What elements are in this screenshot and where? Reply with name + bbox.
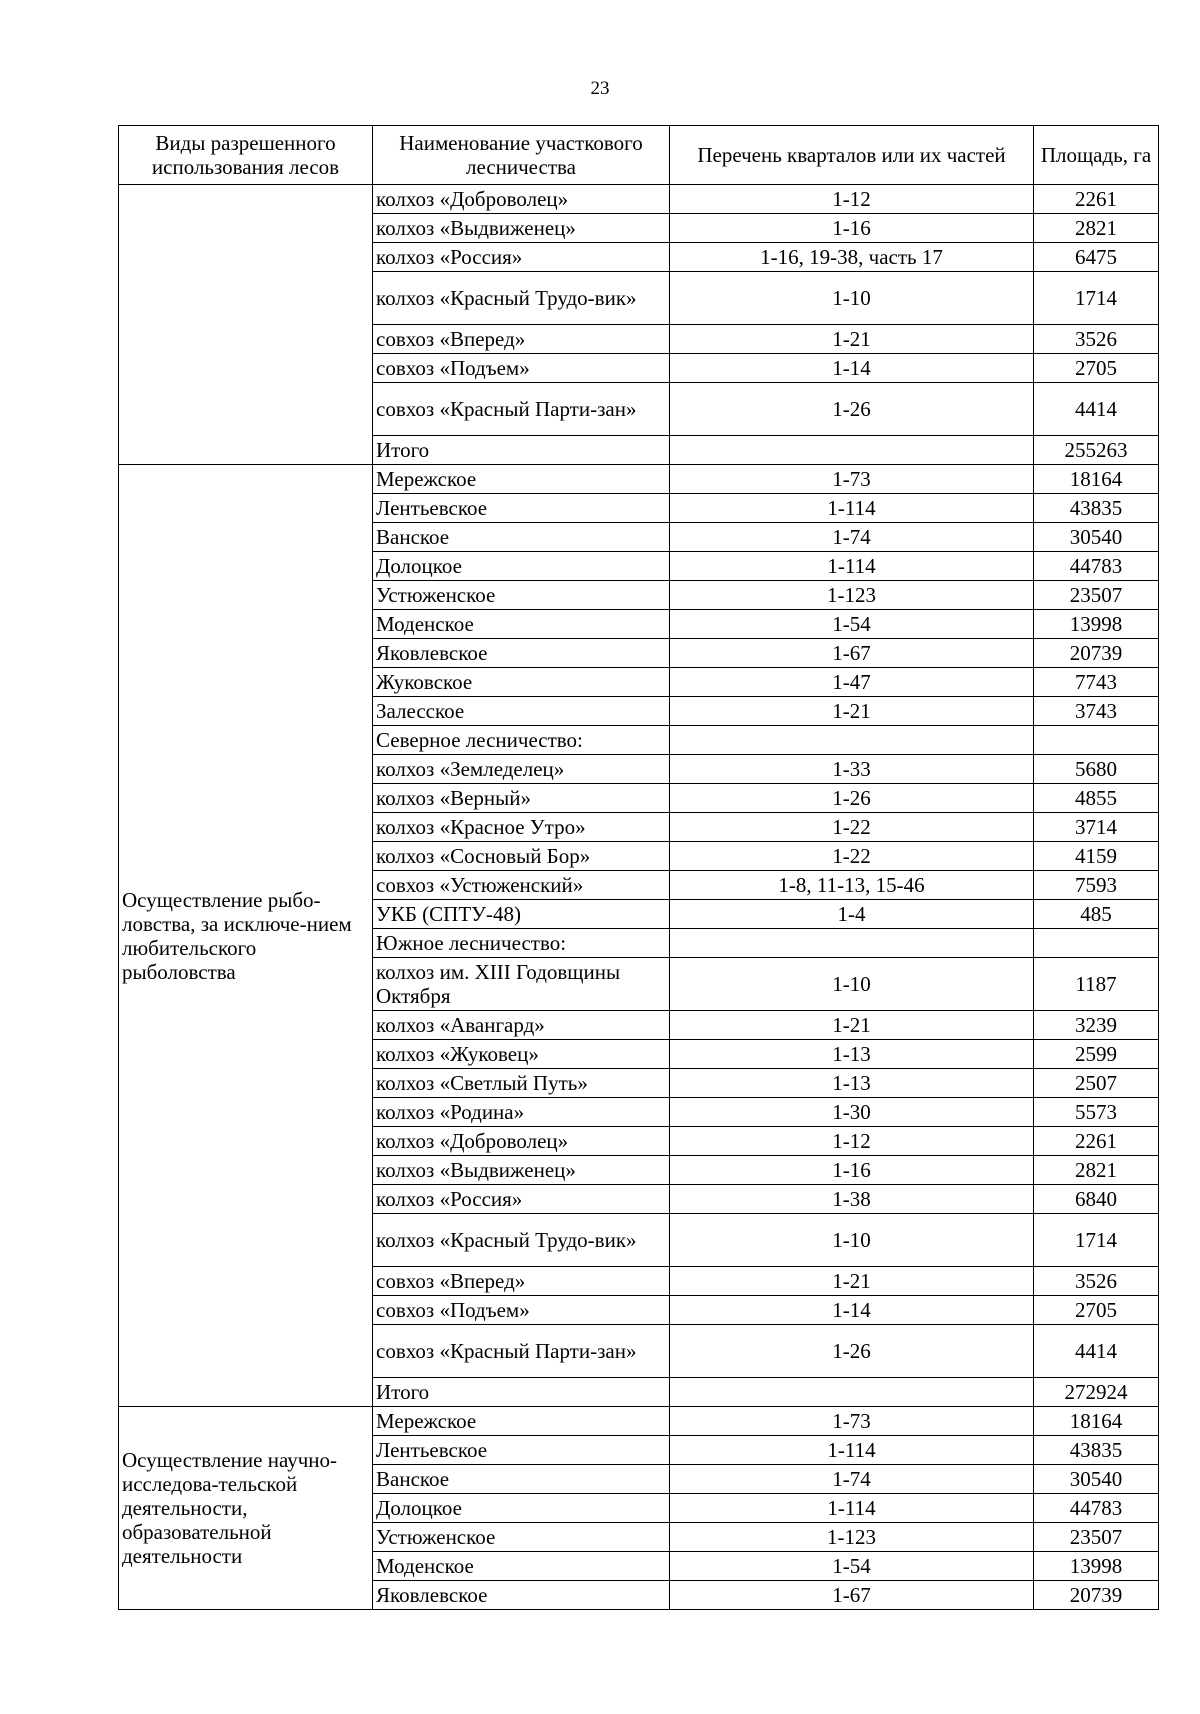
forestry-name-cell: колхоз «Красный Трудо-вик» — [373, 1214, 670, 1267]
area-cell: 43835 — [1034, 1436, 1159, 1465]
forestry-name-cell: колхоз им. XIII Годовщины Октября — [373, 958, 670, 1011]
quarters-cell: 1-30 — [670, 1098, 1034, 1127]
forestry-name-cell: колхоз «Родина» — [373, 1098, 670, 1127]
forestry-name-cell: Моденское — [373, 610, 670, 639]
quarters-cell: 1-16 — [670, 214, 1034, 243]
forestry-name-cell: колхоз «Верный» — [373, 784, 670, 813]
quarters-cell: 1-13 — [670, 1069, 1034, 1098]
area-cell: 4159 — [1034, 842, 1159, 871]
area-cell: 18164 — [1034, 465, 1159, 494]
forestry-name-cell: Мережское — [373, 1407, 670, 1436]
quarters-cell: 1-123 — [670, 581, 1034, 610]
use-kind-cell: Осуществление научно-исследова-тельской деятельности, образовательной деятельности — [119, 1407, 373, 1610]
area-cell: 6475 — [1034, 243, 1159, 272]
area-cell: 6840 — [1034, 1185, 1159, 1214]
forestry-name-cell: колхоз «Светлый Путь» — [373, 1069, 670, 1098]
quarters-cell — [670, 929, 1034, 958]
quarters-cell: 1-10 — [670, 1214, 1034, 1267]
area-cell: 30540 — [1034, 1465, 1159, 1494]
area-cell: 23507 — [1034, 581, 1159, 610]
quarters-cell: 1-47 — [670, 668, 1034, 697]
quarters-cell: 1-114 — [670, 1494, 1034, 1523]
area-cell: 13998 — [1034, 1552, 1159, 1581]
area-cell: 3714 — [1034, 813, 1159, 842]
quarters-cell: 1-21 — [670, 1011, 1034, 1040]
quarters-cell — [670, 1378, 1034, 1407]
table-header-row — [119, 126, 1159, 185]
quarters-cell: 1-26 — [670, 383, 1034, 436]
area-cell: 485 — [1034, 900, 1159, 929]
forestry-name-cell: УКБ (СПТУ-48) — [373, 900, 670, 929]
area-cell: 7593 — [1034, 871, 1159, 900]
header-area: Площадь, га — [1034, 126, 1159, 185]
quarters-cell: 1-14 — [670, 1296, 1034, 1325]
forestry-name-cell: совхоз «Подъем» — [373, 1296, 670, 1325]
forestry-name-cell: Залесское — [373, 697, 670, 726]
quarters-cell: 1-21 — [670, 697, 1034, 726]
use-kind-cell — [119, 185, 373, 465]
forestry-name-cell: Ванское — [373, 1465, 670, 1494]
area-cell: 2261 — [1034, 1127, 1159, 1156]
quarters-cell: 1-54 — [670, 1552, 1034, 1581]
area-cell: 255263 — [1034, 436, 1159, 465]
area-cell: 5573 — [1034, 1098, 1159, 1127]
forestry-name-cell: колхоз «Выдвиженец» — [373, 214, 670, 243]
forestry-name-cell: Устюженское — [373, 1523, 670, 1552]
area-cell: 4855 — [1034, 784, 1159, 813]
quarters-cell: 1-54 — [670, 610, 1034, 639]
area-cell: 2507 — [1034, 1069, 1159, 1098]
area-cell: 23507 — [1034, 1523, 1159, 1552]
forestry-name-cell: совхоз «Вперед» — [373, 1267, 670, 1296]
area-cell: 2599 — [1034, 1040, 1159, 1069]
quarters-cell: 1-10 — [670, 272, 1034, 325]
forestry-name-cell: Итого — [373, 1378, 670, 1407]
forestry-name-cell: Южное лесничество: — [373, 929, 670, 958]
area-cell — [1034, 929, 1159, 958]
area-cell: 2261 — [1034, 185, 1159, 214]
forestry-name-cell: колхоз «Красное Утро» — [373, 813, 670, 842]
area-cell: 43835 — [1034, 494, 1159, 523]
area-cell: 4414 — [1034, 383, 1159, 436]
quarters-cell: 1-22 — [670, 813, 1034, 842]
area-cell: 13998 — [1034, 610, 1159, 639]
forestry-name-cell: совхоз «Вперед» — [373, 325, 670, 354]
area-cell: 2705 — [1034, 1296, 1159, 1325]
quarters-cell: 1-26 — [670, 784, 1034, 813]
area-cell: 2821 — [1034, 1156, 1159, 1185]
forestry-name-cell: Ванское — [373, 523, 670, 552]
forestry-name-cell: колхоз «Сосновый Бор» — [373, 842, 670, 871]
area-cell: 20739 — [1034, 639, 1159, 668]
quarters-cell: 1-33 — [670, 755, 1034, 784]
area-cell: 272924 — [1034, 1378, 1159, 1407]
quarters-cell: 1-114 — [670, 1436, 1034, 1465]
forestry-name-cell: Долоцкое — [373, 1494, 670, 1523]
quarters-cell: 1-12 — [670, 185, 1034, 214]
area-cell: 2705 — [1034, 354, 1159, 383]
quarters-cell: 1-114 — [670, 494, 1034, 523]
area-cell: 44783 — [1034, 552, 1159, 581]
forestry-name-cell: колхоз «Красный Трудо-вик» — [373, 272, 670, 325]
forestry-name-cell: колхоз «Россия» — [373, 1185, 670, 1214]
table-row — [119, 1407, 1159, 1436]
area-cell: 3239 — [1034, 1011, 1159, 1040]
forestry-name-cell: Итого — [373, 436, 670, 465]
quarters-cell: 1-114 — [670, 552, 1034, 581]
area-cell: 2821 — [1034, 214, 1159, 243]
quarters-cell: 1-67 — [670, 1581, 1034, 1610]
forestry-name-cell: колхоз «Доброволец» — [373, 1127, 670, 1156]
quarters-cell: 1-123 — [670, 1523, 1034, 1552]
area-cell: 44783 — [1034, 1494, 1159, 1523]
forestry-name-cell: Моденское — [373, 1552, 670, 1581]
forestry-name-cell: Жуковское — [373, 668, 670, 697]
quarters-cell: 1-10 — [670, 958, 1034, 1011]
forestry-name-cell: совхоз «Устюженский» — [373, 871, 670, 900]
forest-use-table — [118, 125, 1159, 1610]
table-body — [119, 185, 1159, 1610]
forestry-name-cell: колхоз «Выдвиженец» — [373, 1156, 670, 1185]
quarters-cell — [670, 436, 1034, 465]
area-cell — [1034, 726, 1159, 755]
forestry-name-cell: Устюженское — [373, 581, 670, 610]
forestry-name-cell: совхоз «Красный Парти-зан» — [373, 383, 670, 436]
table-row — [119, 185, 1159, 214]
forestry-name-cell: совхоз «Подъем» — [373, 354, 670, 383]
forestry-name-cell: Мережское — [373, 465, 670, 494]
quarters-cell: 1-67 — [670, 639, 1034, 668]
area-cell: 1187 — [1034, 958, 1159, 1011]
quarters-cell: 1-74 — [670, 1465, 1034, 1494]
area-cell: 20739 — [1034, 1581, 1159, 1610]
quarters-cell: 1-21 — [670, 1267, 1034, 1296]
forestry-name-cell: колхоз «Авангард» — [373, 1011, 670, 1040]
forestry-name-cell: колхоз «Доброволец» — [373, 185, 670, 214]
quarters-cell: 1-38 — [670, 1185, 1034, 1214]
area-cell: 18164 — [1034, 1407, 1159, 1436]
page-number: 23 — [590, 78, 610, 99]
forestry-name-cell: Долоцкое — [373, 552, 670, 581]
quarters-cell: 1-16, 19-38, часть 17 — [670, 243, 1034, 272]
forestry-name-cell: колхоз «Жуковец» — [373, 1040, 670, 1069]
header-kind: Виды разрешенного использования лесов — [119, 126, 373, 185]
quarters-cell: 1-16 — [670, 1156, 1034, 1185]
area-cell: 7743 — [1034, 668, 1159, 697]
quarters-cell: 1-73 — [670, 465, 1034, 494]
header-name: Наименование участкового лесничества — [373, 126, 670, 185]
quarters-cell: 1-12 — [670, 1127, 1034, 1156]
area-cell: 3743 — [1034, 697, 1159, 726]
quarters-cell: 1-22 — [670, 842, 1034, 871]
quarters-cell: 1-13 — [670, 1040, 1034, 1069]
quarters-cell: 1-8, 11-13, 15-46 — [670, 871, 1034, 900]
forestry-name-cell: совхоз «Красный Парти-зан» — [373, 1325, 670, 1378]
forestry-name-cell: колхоз «Россия» — [373, 243, 670, 272]
area-cell: 3526 — [1034, 1267, 1159, 1296]
area-cell: 3526 — [1034, 325, 1159, 354]
quarters-cell: 1-21 — [670, 325, 1034, 354]
quarters-cell: 1-73 — [670, 1407, 1034, 1436]
quarters-cell: 1-14 — [670, 354, 1034, 383]
quarters-cell: 1-4 — [670, 900, 1034, 929]
forestry-name-cell: Яковлевское — [373, 639, 670, 668]
forestry-name-cell: Лентьевское — [373, 1436, 670, 1465]
area-cell: 4414 — [1034, 1325, 1159, 1378]
forestry-name-cell: Яковлевское — [373, 1581, 670, 1610]
area-cell: 5680 — [1034, 755, 1159, 784]
quarters-cell: 1-74 — [670, 523, 1034, 552]
forestry-name-cell: Лентьевское — [373, 494, 670, 523]
forestry-name-cell: Северное лесничество: — [373, 726, 670, 755]
area-cell: 1714 — [1034, 1214, 1159, 1267]
area-cell: 30540 — [1034, 523, 1159, 552]
quarters-cell — [670, 726, 1034, 755]
use-kind-cell: Осуществление рыбо-ловства, за исключе-нием любительского рыболовства — [119, 465, 373, 1407]
header-quarters: Перечень кварталов или их частей — [670, 126, 1034, 185]
table-row — [119, 465, 1159, 494]
quarters-cell: 1-26 — [670, 1325, 1034, 1378]
area-cell: 1714 — [1034, 272, 1159, 325]
forestry-name-cell: колхоз «Земледелец» — [373, 755, 670, 784]
